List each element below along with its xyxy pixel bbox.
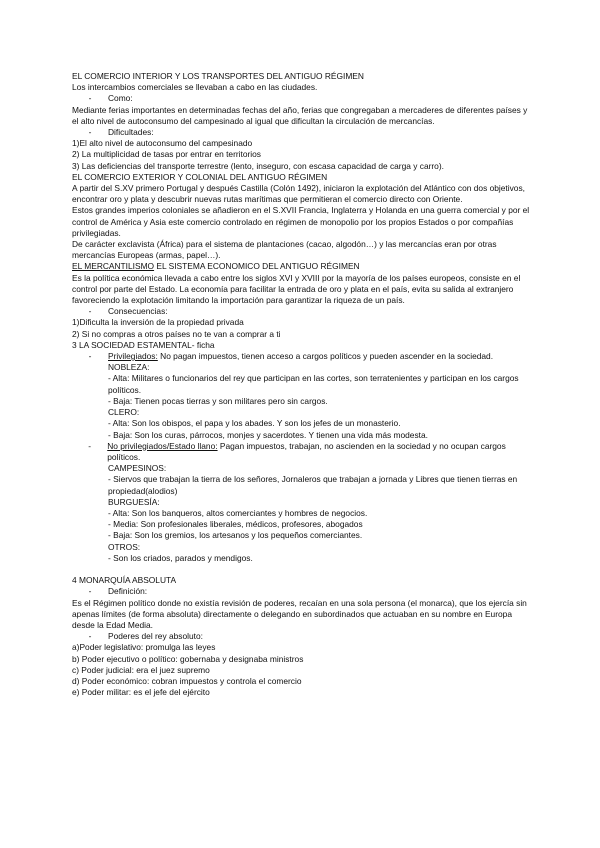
bullet-label: Poderes del rey absoluto:: [108, 631, 203, 642]
list-item: d) Poder económico: cobran impuestos y controla el comercio: [72, 675, 302, 686]
list-item: 1)Dificulta la inversión de la propiedad privada: [72, 317, 244, 328]
subheading-otros: OTROS:: [108, 541, 141, 552]
bullet-dificultades: [72, 127, 532, 138]
bullet-label: Definición:: [108, 586, 148, 597]
bullet-description: No pagan impuestos, tienen acceso a cargos políticos y pueden ascender en la sociedad.: [157, 351, 494, 362]
bullet-definicion: [72, 586, 532, 597]
bullet-dash: -: [88, 440, 92, 451]
list-item: - Baja: Son los curas, párrocos, monjes y sacerdotes. Y tienen una vida más modesta.: [108, 429, 428, 440]
list-item: - Baja: Tienen pocas tierras y son militares pero sin cargos.: [108, 395, 328, 406]
bullet-label: Como:: [108, 93, 133, 104]
list-item: 2) Si no compras a otros países no te van a comprar a ti: [72, 328, 281, 339]
bullet-dash: -: [88, 127, 92, 138]
bullet-poderes: [72, 631, 532, 642]
list-item: - Alta: Militares o funcionarios del rey que participan en las cortes, son terratenientes y participan en los cargos políticos.: [108, 373, 519, 395]
bullet-text: [108, 351, 493, 362]
subheading-burguesia: BURGUESÍA:: [108, 496, 160, 507]
paragraph-esclavista: De carácter exclavista (África) para el sistema de plantaciones (cacao, algodón…) y las mercancías eran por otras mercancías Europeas (armas, papel…).: [72, 239, 497, 261]
paragraph-definicion: Es el Régimen político donde no existía revisión de poderes, recaían en una sola persona (el monarca), que los ejercía sin apenas límites (de forma absoluta) directamente o delegando en subordinados que actuaban en su nombre en Europa desde la Edad Media.: [72, 597, 527, 630]
bullet-como: [72, 93, 532, 104]
list-item: - Alta: Son los obispos, el papa y los abades. Y son los jefes de un monasterio.: [108, 418, 401, 429]
bullet-dash: -: [88, 351, 92, 362]
bullet-consecuencias: [72, 306, 532, 317]
list-item: - Alta: Son los banqueros, altos comerciantes y hombres de negocios.: [108, 507, 368, 518]
heading-sociedad-estamental: 3 LA SOCIEDAD ESTAMENTAL- ficha: [72, 339, 215, 350]
heading-comercio-exterior: EL COMERCIO EXTERIOR Y COLONIAL DEL ANTIGUO RÉGIMEN: [72, 171, 328, 182]
subheading-campesinos: CAMPESINOS:: [108, 463, 167, 474]
paragraph-politica-economica: Es la política económica llevada a cabo entre los siglos XVI y XVIII por la mayoría de los países europeos, consiste en el control por parte del Estado. La economía para facilitar la entrada de oro y plata en el país, evita su salida al extranjero favoreciendo la explotación limitando la importación para garantizar la riqueza de un país.: [72, 272, 521, 306]
list-item: - Siervos que trabajan la tierra de los señores, Jornaleros que trabajan a jornada y Libres que tienen tierras en propiedad(alodios): [108, 474, 518, 496]
bullet-label: Consecuencias:: [108, 306, 168, 317]
bullet-text: [107, 441, 532, 463]
bullet-dash: -: [88, 631, 92, 642]
heading-underlined: EL MERCANTILISMO: [72, 261, 155, 272]
bullet-no-privilegiados: [72, 441, 532, 463]
document-body: [72, 71, 532, 698]
bullet-dash: -: [88, 586, 92, 597]
paragraph-imperios-coloniales: Estos grandes imperios coloniales se añadieron en el S.XVII Francia, Inglaterra y Holanda en una guerra comercial y por el control de América y Asia este comercio controlado en régimen de monopolio por los propios Estados o por compañías privilegiadas.: [72, 205, 530, 238]
heading-mercantilismo: [72, 261, 532, 272]
list-item: 1)El alto nivel de autoconsumo del campesinado: [72, 138, 253, 149]
list-item: 2) La multiplicidad de tasas por entrar en territorios: [72, 149, 261, 160]
list-item: - Media: Son profesionales liberales, médicos, profesores, abogados: [108, 519, 363, 530]
subheading-clero: CLERO:: [108, 407, 140, 418]
list-item: c) Poder judicial: era el juez supremo: [72, 664, 210, 675]
paragraph-ferias: Mediante ferias importantes en determinadas fechas del año, ferias que congregaban a mercaderes de diferentes países y el alto nivel de autoconsumo del campesinado al igual que dificultan la circulación de mercancías.: [72, 104, 528, 126]
bullet-label: Dificultades:: [108, 127, 154, 138]
heading-comercio-interior: EL COMERCIO INTERIOR Y LOS TRANSPORTES DEL ANTIGUO RÉGIMEN: [72, 71, 364, 81]
bullet-label: Privilegiados:: [108, 351, 158, 362]
bullet-dash: -: [88, 93, 92, 104]
list-item: - Son los criados, parados y mendigos.: [108, 552, 253, 563]
list-item: 3) Las deficiencias del transporte terrestre (lento, inseguro, con escasa capacidad de carga y carro).: [72, 160, 444, 171]
heading-rest: EL SISTEMA ECONOMICO DEL ANTIGUO RÉGIMEN: [154, 261, 360, 272]
heading-monarquia-absoluta: 4 MONARQUÍA ABSOLUTA: [72, 575, 177, 586]
bullet-dash: -: [88, 306, 92, 317]
paragraph-portugal-castilla: A partir del S.XV primero Portugal y después Castilla (Colón 1492), iniciaron la explotación del Atlántico con dos objetivos, encontrar oro y plata y descubrir nuevas rutas marítimas que permitieran el comercio directo con Oriente.: [72, 183, 525, 205]
list-item: - Baja: Son los gremios, los artesanos y los pequeños comerciantes.: [108, 530, 363, 541]
subheading-nobleza: NOBLEZA:: [108, 362, 150, 373]
bullet-label: No privilegiados/Estado llano:: [107, 440, 218, 451]
bullet-description: Pagan impuestos, trabajan, no ascienden en la sociedad y no ocupan cargos políticos.: [107, 440, 506, 462]
bullet-privilegiados: [72, 351, 532, 362]
list-item: a)Poder legislativo: promulga las leyes: [72, 642, 216, 653]
list-item: b) Poder ejecutivo o político: gobernaba y designaba ministros: [72, 653, 304, 664]
list-item: e) Poder militar: es el jefe del ejército: [72, 687, 210, 698]
paragraph-intercambios: Los intercambios comerciales se llevaban a cabo en las ciudades.: [72, 82, 318, 93]
spacer: [72, 564, 532, 575]
